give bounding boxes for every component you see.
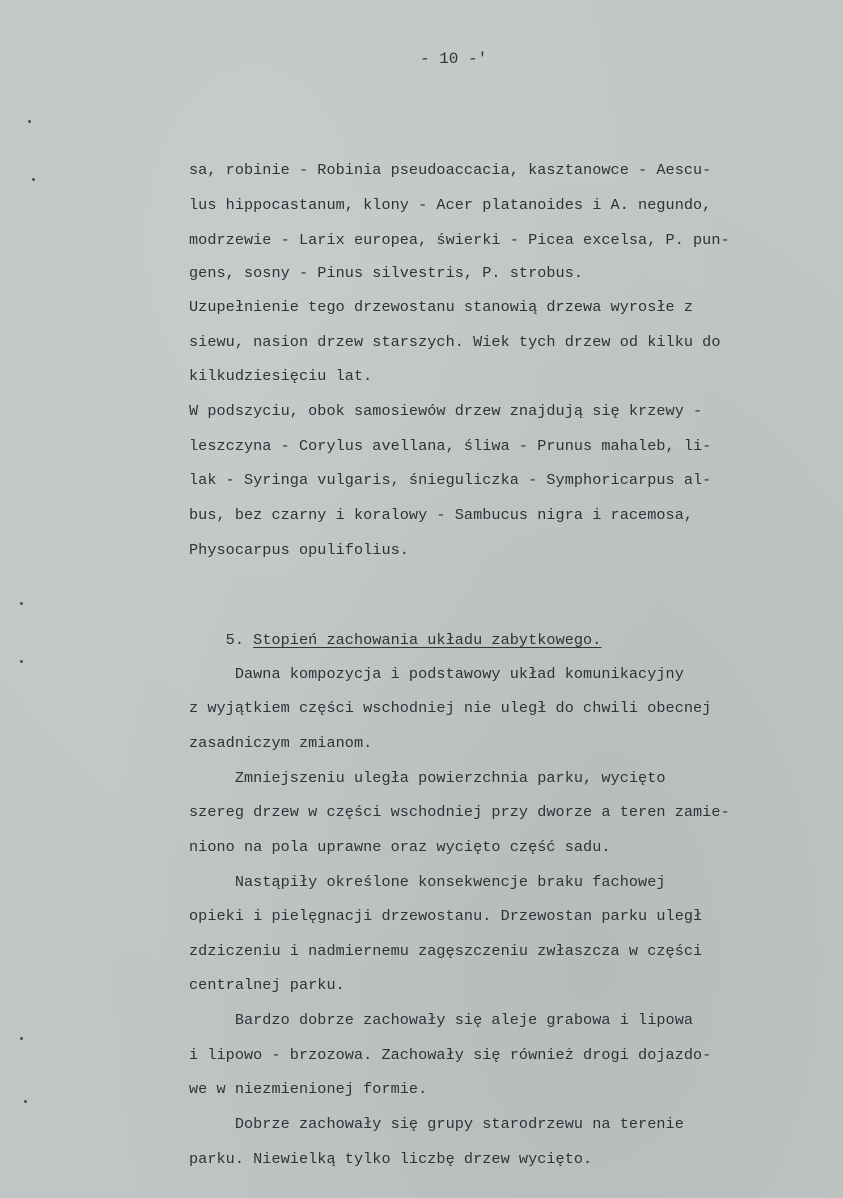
text-line: Zmniejszeniu uległa powierzchnia parku, wycięto bbox=[189, 769, 666, 787]
margin-mark bbox=[32, 178, 35, 181]
text-line: modrzewie - Larix europea, świerki - Picea excelsa, P. pun- bbox=[189, 231, 730, 249]
text-line: z wyjątkiem części wschodniej nie uległ do chwili obecnej bbox=[189, 699, 712, 717]
section-heading bbox=[189, 610, 601, 670]
text-line: parku. Niewielką tylko liczbę drzew wycięto. bbox=[189, 1150, 593, 1168]
text-line: niono na pola uprawne oraz wycięto część sadu. bbox=[189, 838, 611, 856]
text-line: Dobrze zachowały się grupy starodrzewu na terenie bbox=[189, 1115, 684, 1133]
text-line: szereg drzew w części wschodniej przy dworze a teren zamie- bbox=[189, 803, 730, 821]
text-line: siewu, nasion drzew starszych. Wiek tych drzew od kilku do bbox=[189, 333, 721, 351]
margin-mark bbox=[20, 660, 23, 663]
margin-mark bbox=[20, 1037, 23, 1040]
page-number: - 10 -' bbox=[420, 50, 488, 68]
text-line: gens, sosny - Pinus silvestris, P. strobus. bbox=[189, 264, 584, 282]
text-line: zasadniczym zmianom. bbox=[189, 734, 373, 752]
text-line: centralnej parku. bbox=[189, 976, 345, 994]
text-line: bus, bez czarny i koralowy - Sambucus nigra i racemosa, bbox=[189, 506, 694, 524]
text-line: Dawna kompozycja i podstawowy układ komunikacyjny bbox=[189, 665, 684, 683]
text-line: Uzupełnienie tego drzewostanu stanowią drzewa wyrosłe z bbox=[189, 298, 694, 316]
text-line: we w niezmienionej formie. bbox=[189, 1080, 428, 1098]
margin-mark bbox=[24, 1100, 27, 1103]
text-line: lus hippocastanum, klony - Acer platanoides i A. negundo, bbox=[189, 196, 712, 214]
text-line: Nastąpiły określone konsekwencje braku fachowej bbox=[189, 873, 666, 891]
text-line: sa, robinie - Robinia pseudoaccacia, kasztanowce - Aescu- bbox=[189, 161, 712, 179]
text-line: W podszyciu, obok samosiewów drzew znajdują się krzewy - bbox=[189, 402, 703, 420]
text-line: Physocarpus opulifolius. bbox=[189, 541, 409, 559]
section-number: 5. bbox=[225, 631, 244, 649]
section-title: Stopień zachowania układu zabytkowego. bbox=[253, 631, 602, 649]
text-line: zdziczeniu i nadmiernemu zagęszczeniu zwłaszcza w części bbox=[189, 942, 703, 960]
text-line: lak - Syringa vulgaris, śnieguliczka - Symphoricarpus al- bbox=[189, 471, 712, 489]
text-line: opieki i pielęgnacji drzewostanu. Drzewostan parku uległ bbox=[189, 907, 703, 925]
margin-mark bbox=[28, 120, 31, 123]
margin-mark bbox=[20, 602, 23, 605]
text-line: Bardzo dobrze zachowały się aleje grabowa i lipowa bbox=[189, 1011, 694, 1029]
text-line: leszczyna - Corylus avellana, śliwa - Prunus mahaleb, li- bbox=[189, 437, 712, 455]
text-line: i lipowo - brzozowa. Zachowały się również drogi dojazdo- bbox=[189, 1046, 712, 1064]
text-line: kilkudziesięciu lat. bbox=[189, 367, 373, 385]
